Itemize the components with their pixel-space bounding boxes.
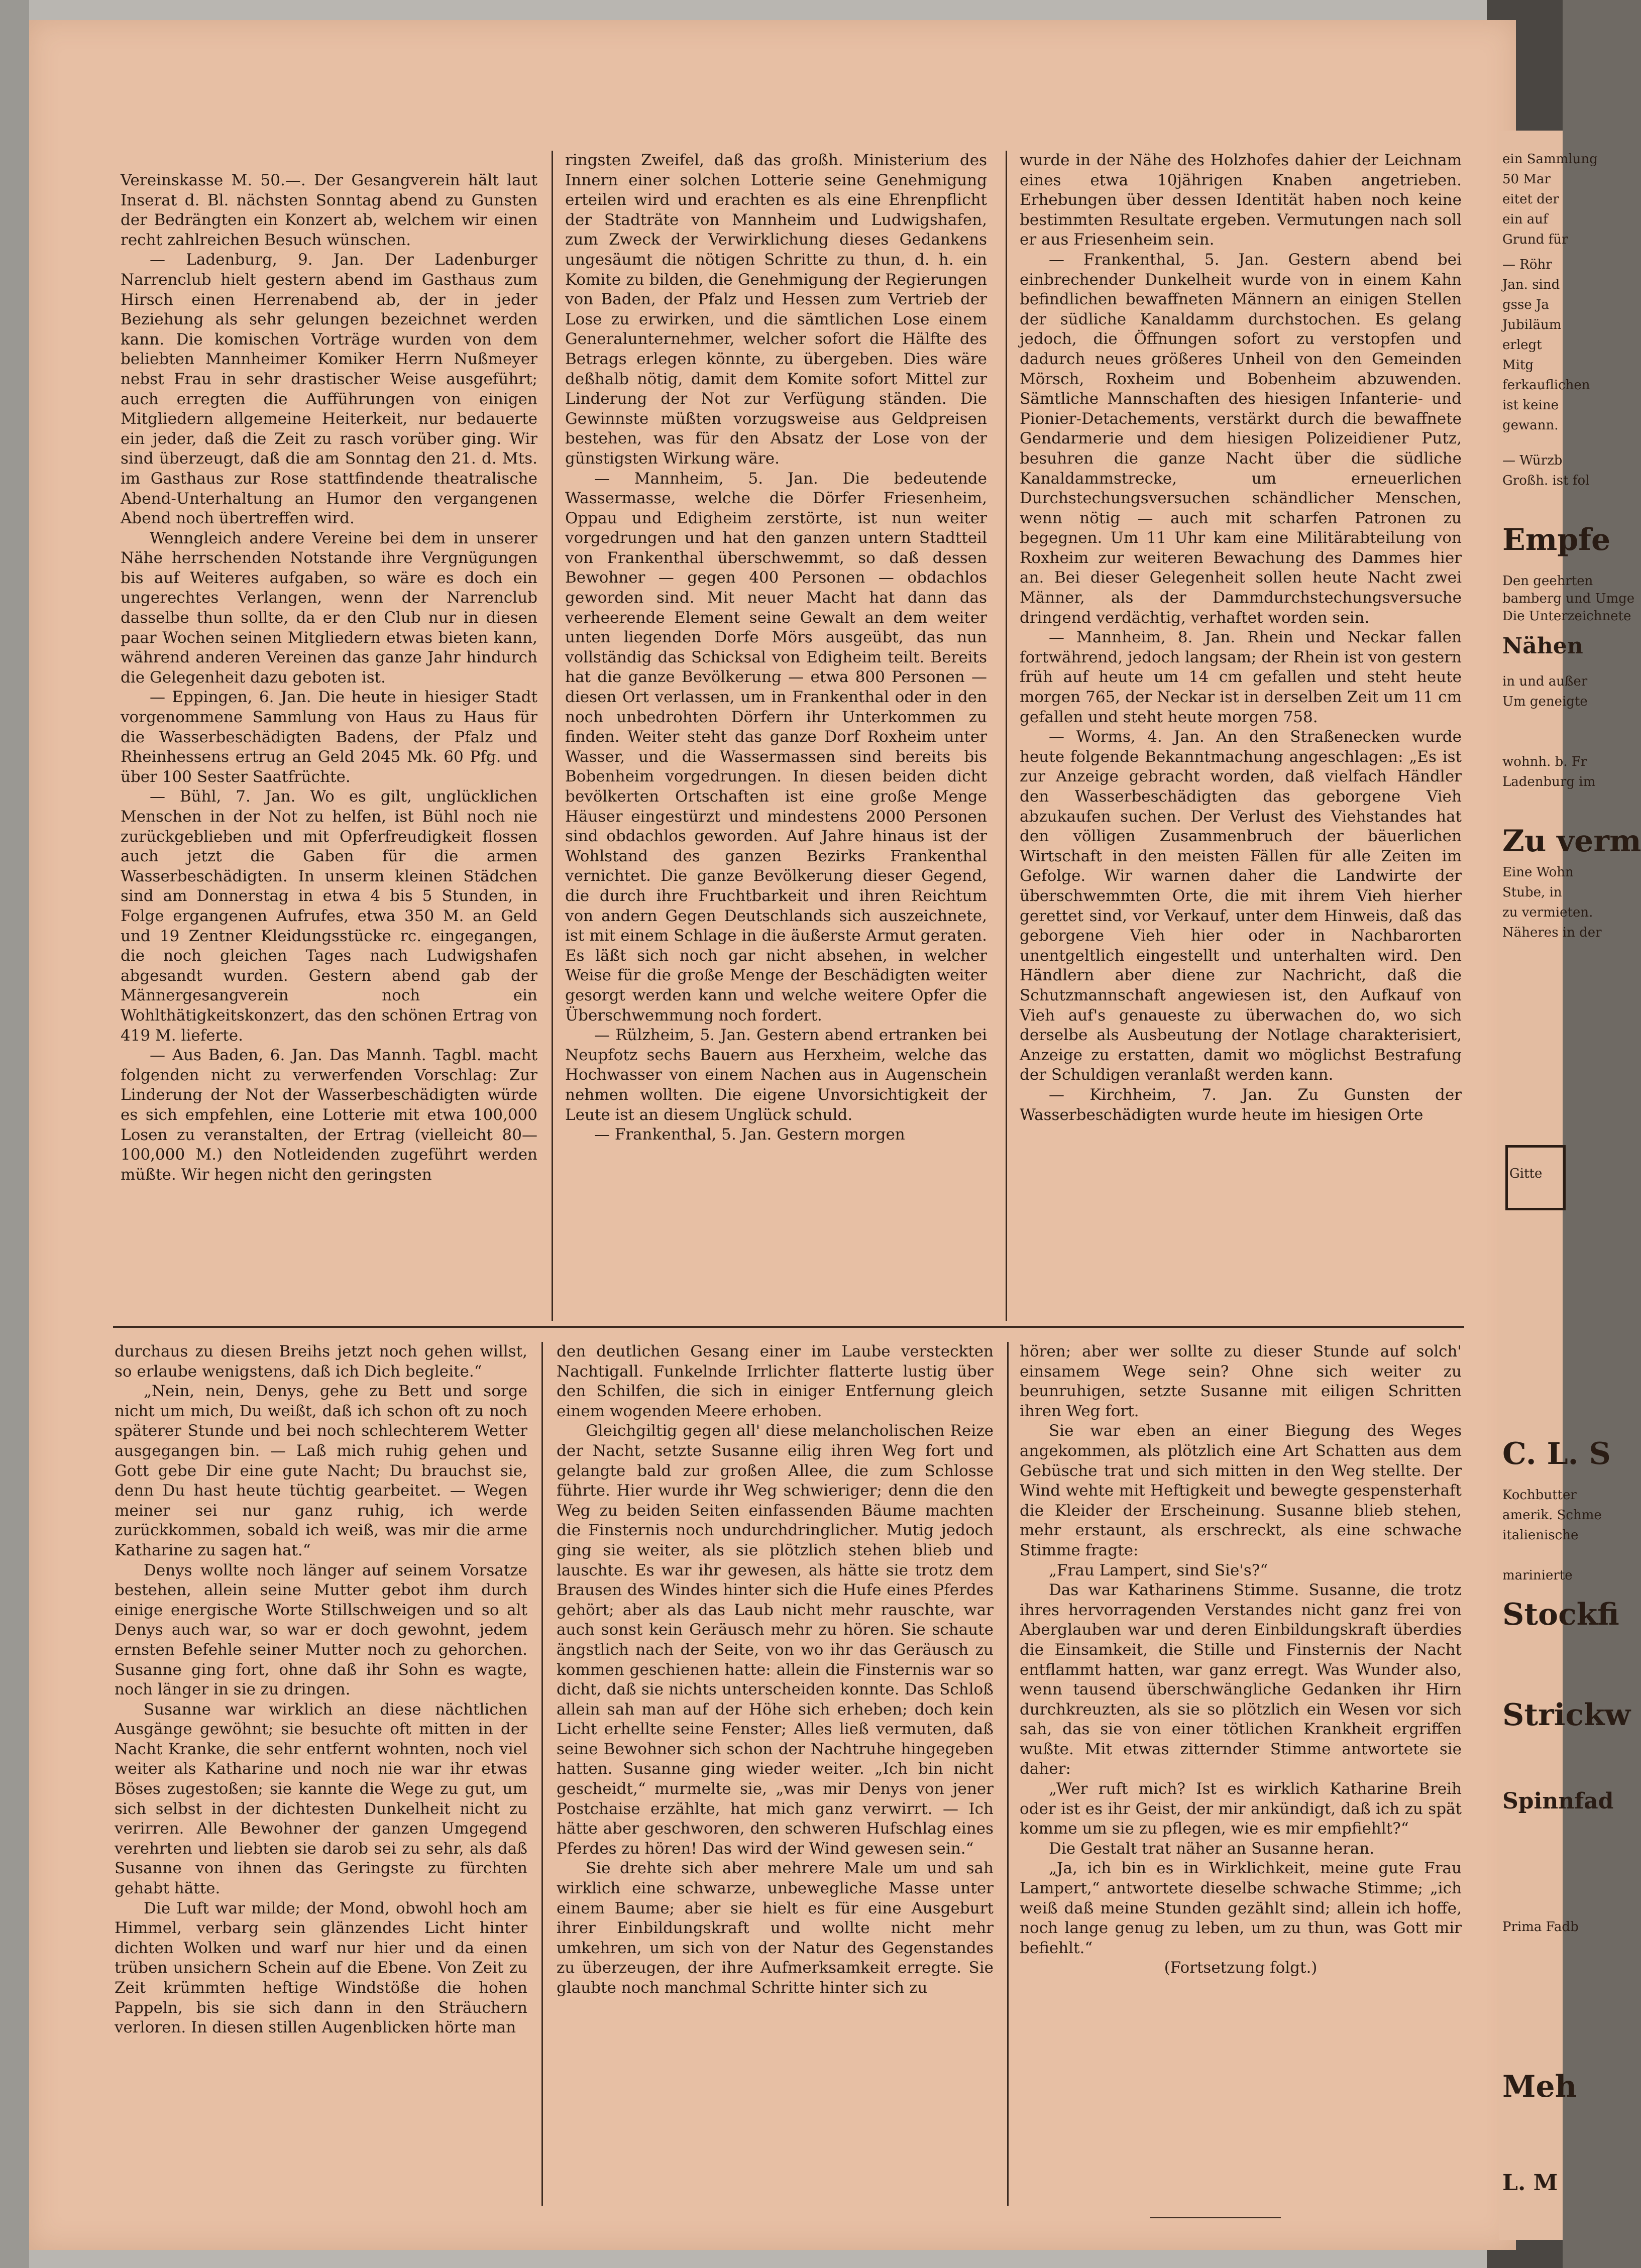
article-paragraph: Sie drehte sich aber mehrere Male um und sah wirklich eine schwarze, unbewegliche Masse unter einem Baume; aber sie hielt es für eine Ausgeburt ihrer Einbildungskraft und wollte nicht mehr umkehren, um sich von der Natur des Gegenstandes zu überzeugen, der ihre Aufmerksamkeit erregte. Sie glaubte noch manchmal Schritte hinter sich zu bbox=[557, 1859, 994, 1997]
adjacent-ad-heading: C. L. S bbox=[1502, 1436, 1611, 1471]
adjacent-text: Den geehrten bbox=[1502, 574, 1593, 589]
news-column-1 bbox=[121, 171, 537, 1321]
article-paragraph: Gleichgiltig gegen all' diese melancholischen Reize der Nacht, setzte Susanne eilig ihren Weg fort und gelangte bald zur großen Allee, die zum Schlosse führte. Hier wurde ihr Weg schwieriger; denn die den Weg zu beiden Seiten einfassenden Bäume machten die Finsternis noch undurchdringlicher. Mutig jedoch ging sie weiter, als sie plötzlich stehen blieb und lauschte. Es war ihr gewesen, als hätte sie trotz dem Brausen des Windes hinter sich die Hufe eines Pferdes gehört; aber als das Laub nicht mehr rauschte, war auch sonst kein Geräusch mehr zu hören. Sie schaute ängstlich nach der Seite, von wo ihr das Geräusch zu kommen geschienen hatte: allein die Finsternis war so dicht, daß sie nichts unterscheiden konnte. Das Schloß allein sah man auf der Höhe sich erheben; doch kein Licht erhellte seine Fenster; Alles ließ vermuten, daß seine Bewohner sich schon der Nachtruhe hingegeben hatten. Susanne ging wieder weiter. „Ich bin nicht gescheidt,“ murmelte sie, „was mir Denys von jener Postchaise erzählte, hat mich ganz verwirrt. — Ich hätte aber geschworen, den schweren Hufschlag eines Pferdes zu hören! Das wird der Wind gewesen sein.“ bbox=[557, 1422, 994, 1858]
adjacent-text: Eine Wohn bbox=[1502, 865, 1574, 880]
article-paragraph: Susanne war wirklich an diese nächtlichen Ausgänge gewöhnt; sie besuchte oft mitten in der Nacht Kranke, die sehr entfernt wohnten, noch viel weiter als Katharine und noch nie war ihr etwas Böses zugestoßen; sie kannte die Wege zu gut, um sich selbst in der dichtesten Dunkelheit nicht zu verirren. Alle Bewohner der ganzen Umgegend verehrten und liebten sie darob sei zu sehr, als daß Susanne von ihnen das Geringste zu fürchten gehabt hätte. bbox=[115, 1700, 527, 1898]
adjacent-text: Kochbutter bbox=[1502, 1488, 1577, 1503]
article-paragraph: durchaus zu diesen Breihs jetzt noch gehen willst, so erlaube wenigstens, daß ich Dich begleite.“ bbox=[115, 1342, 527, 1381]
adjacent-ad-heading: Spinnfad bbox=[1502, 1788, 1614, 1814]
adjacent-text: ist keine bbox=[1502, 398, 1559, 413]
adjacent-text: italienische bbox=[1502, 1528, 1579, 1543]
article-paragraph: hören; aber wer sollte zu dieser Stunde auf solch' einsamem Wege sein? Ohne sich weiter zu beunruhigen, setzte Susanne mit eiligen Schritten ihren Weg fort. bbox=[1020, 1342, 1462, 1420]
article-paragraph: — Mannheim, 8. Jan. Rhein und Neckar fallen fortwährend, jedoch langsam; der Rhein ist von gestern früh auf heute um 14 cm gefallen und steht heute morgen 765, der Neckar ist in derselben Zeit um 11 cm gefallen und steht heute morgen 758. bbox=[1020, 628, 1462, 726]
section-divider bbox=[113, 1326, 1464, 1328]
adjacent-text: Prima Fadb bbox=[1502, 1919, 1579, 1935]
article-paragraph: — Aus Baden, 6. Jan. Das Mannh. Tagbl. macht folgenden nicht zu verwerfenden Vorschlag: Zur Linderung der Not der Wasserbeschädigten würde es sich empfehlen, eine Lotterie mit etwa 100,000 Losen zu veranstalten, der Ertrag (vielleicht 80—100,000 M.) den Notleidenden zugeführt werden müßte. Wir hegen nicht den geringsten bbox=[121, 1046, 537, 1184]
column-rule bbox=[552, 151, 553, 1321]
article-paragraph: Denys wollte noch länger auf seinem Vorsatze bestehen, allein seine Mutter gebot ihm durch einige energische Worte Stillschweigen und so alt Denys auch war, so war er doch gewohnt, jedem ernsten Befehle seiner Mutter noch zu gehorchen. Susanne ging fort, ohne daß ihr Sohn es wagte, noch länger in sie zu dringen. bbox=[115, 1561, 527, 1699]
adjacent-text: eitet der bbox=[1502, 192, 1559, 207]
article-paragraph: den deutlichen Gesang einer im Laube versteckten Nachtigall. Funkelnde Irrlichter flatterte lustig über den Schilfen, die sich in einiger Entfernung gleich einem wogenden Meere erhoben. bbox=[557, 1342, 994, 1420]
article-paragraph: Vereinskasse M. 50.—. Der Gesangverein hält laut Inserat d. Bl. nächsten Sonntag abend zu Gunsten der Bedrängten ein Konzert ab, welchem wir einen recht zahlreichen Besuch wünschen. bbox=[121, 171, 537, 249]
adjacent-text: bamberg und Umge bbox=[1502, 591, 1635, 606]
adjacent-ad-heading: Zu verm bbox=[1502, 824, 1641, 859]
adjacent-text: Mitg bbox=[1502, 358, 1534, 373]
binding-strip bbox=[0, 0, 29, 2268]
news-column-3 bbox=[1020, 151, 1462, 1321]
article-paragraph: — Worms, 4. Jan. An den Straßenecken wurde heute folgende Bekanntmachung angeschlagen: „Es ist zur Anzeige gebracht worden, daß vielfach Händler den Wasserbeschädigten das geborgene Vieh abzukaufen suchen. Der Verlust des Viehstandes hat den völligen Zusammenbruch der bäuerlichen Wirtschaft in den meisten Fällen für alle Zeiten im Gefolge. Wir warnen daher die Landwirte der überschwemmten Orte, die mit ihrem Vieh hierher gerettet sind, vor Verkauf, unter dem Hinweis, daß das geborgene Vieh hier oder in Nachbarorten unentgeltlich eingestellt und unterhalten wird. Den Händlern aber diene zur Nachricht, daß die Schutzmannschaft angewiesen ist, den Aufkauf von Vieh auf's genaueste zu überwachen do, wo sich derselbe als Ausbeutung der Notlage charakterisiert, Anzeige zu erstatten, damit wo möglichst Bestrafung der Schuldigen veranlaßt werden kann. bbox=[1020, 728, 1462, 1084]
article-paragraph: ringsten Zweifel, daß das großh. Ministerium des Innern einer solchen Lotterie seine Genehmigung erteilen wird und erachten es als eine Ehrenpflicht der Stadträte von Mannheim und Ludwigshafen, zum Zweck der Verwirklichung dieses Gedankens ungesäumt die nötigen Schritte zu thun, d. h. ein Komite zu bilden, die Genehmigung der Regierungen von Baden, der Pfalz und Hessen zum Vertrieb der Lose zu erwirken, und die sämtlichen Lose einem Generalunternehmer, welcher sofort die Hälfte des Betrags erlegen könnte, zu übergeben. Dies wäre deßhalb nötig, damit dem Komite sofort Mittel zur Linderung der Not zur Verfügung ständen. Die Gewinnste müßten vorzugsweise aus Geldpreisen bestehen, was für den Absatz der Lose von der günstigsten Wirkung wäre. bbox=[565, 151, 987, 468]
column-rule bbox=[1006, 151, 1007, 1321]
adjacent-text: ein auf bbox=[1502, 212, 1548, 227]
adjacent-ad-heading: Meh bbox=[1502, 2069, 1577, 2104]
adjacent-page-edge bbox=[1499, 131, 1641, 2240]
adjacent-text: Ladenburg im bbox=[1502, 774, 1596, 789]
article-paragraph: — Frankenthal, 5. Jan. Gestern morgen bbox=[594, 1125, 905, 1144]
adjacent-text: Jubiläum bbox=[1502, 317, 1562, 332]
adjacent-text: wohnh. b. Fr bbox=[1502, 754, 1587, 769]
article-paragraph: „Nein, nein, Denys, gehe zu Bett und sorge nicht um mich, Du weißt, daß ich schon oft zu noch späterer Stunde und bei noch schlechterem Wetter ausgegangen bin. — Laß mich ruhig gehen und Gott gebe Dir eine gute Nacht; Du brauchst sie, denn Du hast heute tüchtig gearbeitet. — Wegen meiner sei nur ganz ruhig, ich werde zurückkommen, sobald ich weiß, was mir die arme Katharine zu sagen hat.“ bbox=[115, 1382, 527, 1559]
column-rule bbox=[541, 1342, 543, 2206]
story-end-rule bbox=[1150, 2217, 1281, 2218]
adjacent-text: Grund für bbox=[1502, 232, 1568, 247]
article-paragraph: — Kirchheim, 7. Jan. Zu Gunsten der Wasserbeschädigten wurde heute im hiesigen Orte bbox=[1020, 1085, 1462, 1124]
adjacent-ad-heading: Nähen bbox=[1502, 633, 1583, 659]
adjacent-text: Stube, in bbox=[1502, 885, 1562, 900]
article-paragraph: — Mannheim, 5. Jan. Die bedeutende Wassermasse, welche die Dörfer Friesenheim, Oppau und Edigheim zerstörte, ist nun weiter vorgedrungen und hat den ganzen untern Stadtteil von Frankenthal überschwemmt, so daß dessen Bewohner — gegen 400 Personen — obdachlos geworden sind. Mit neuer Macht hat dann das verheerende Element seine Gewalt an dem weiter unten liegenden Dorfe Mörs ausgeübt, das nun vollständig das Schicksal von Edigheim teilt. Bereits hat die ganze Bevölkerung — etwa 800 Personen — diesen Ort verlassen, um in Frankenthal oder in den noch unbedrohten Dörfern ihr Unterkommen zu finden. Weiter steht das ganze Dorf Roxheim unter Wasser, und die Wassermassen sind bereits bis Bobenheim vorgedrungen. In diesen beiden dicht bevölkerten Ortschaften ist eine große Menge Häuser eingestürzt und mindestens 2000 Personen sind obdachlos geworden. Auf Jahre hinaus ist der Wohlstand des ganzen Bezirks Frankenthal vernichtet. Die ganze Bevölkerung dieser Gegend, die durch ihre Fruchtbarkeit und ihren Reichtum von andern Gegen Deutschlands sich auszeichnete, ist mit einem Schlage in die äußerste Armut geraten. Es läßt sich noch gar nicht absehen, in welcher Weise für die große Menge der Beschädigten weiter gesorgt werden kann und welche weitere Opfer die Überschwemmung noch fordert. bbox=[565, 469, 987, 1025]
adjacent-text: Jan. sind bbox=[1502, 277, 1560, 292]
article-paragraph: — Frankenthal, 5. Jan. Gestern abend bei einbrechender Dunkelheit wurde von in einem Kahn befindlichen bewaffneten Männern an einigen Stellen der südliche Kanaldamm durchstochen. Es gelang jedoch, die Öffnungen sofort zu verstopfen und dadurch neues größeres Unheil von den Gemeinden Mörsch, Roxheim und Bobenheim abzuwenden. Sämtliche Mannschaften des hiesigen Infanterie- und Pionier-Detachements, verstärkt durch die bewaffnete Gendarmerie und dem hiesigen Polizeidiener Putz, besuhren die ganze Nacht über die südliche Kanaldammstrecke, um erneuerlichen Durchstechungsversuchen schändlicher Menschen, wenn nötig — auch mit scharfen Patronen zu begegnen. Um 11 Uhr kam eine Militärabteilung von Roxheim zur weiteren Bewachung des Dammes hier an. Bei dieser Gelegenheit sollen heute Nacht zwei Männer, als der Dammdurchstechungsversuche dringend verdächtig, verhaftet worden sein. bbox=[1020, 250, 1462, 627]
news-column-2 bbox=[565, 151, 987, 1321]
adjacent-text: Gitte bbox=[1509, 1166, 1543, 1181]
adjacent-text: ein Sammlung bbox=[1502, 152, 1598, 167]
article-paragraph: — Ladenburg, 9. Jan. Der Ladenburger Narrenclub hielt gestern abend im Gasthaus zum Hirsch einen Herrenabend ab, der in jeder Beziehung als sehr gelungen bezeichnet werden kann. Die komischen Vorträge wurden von dem beliebten Mannheimer Komiker Herrn Nußmeyer nebst Frau in sehr drastischer Weise ausgeführt; auch erregten die Aufführungen von einigen Mitgliedern allgemeine Heiterkeit, nur bedauerte ein jeder, daß die Zeit zu rasch vorüber ging. Wir sind überzeugt, daß die am Sonntag den 21. d. Mts. im Gasthaus zur Rose stattfindende theatralische Abend-Unterhaltung an Humor den vergangenen Abend noch übertreffen wird. bbox=[121, 251, 537, 528]
adjacent-text: amerik. Schme bbox=[1502, 1508, 1602, 1523]
feuilleton-column-3 bbox=[1020, 1342, 1462, 2206]
article-paragraph: „Ja, ich bin es in Wirklichkeit, meine gute Frau Lampert,“ antwortete dieselbe schwache Stimme; „ich weiß daß meine Stunden gezählt sind; allein ich hoffe, noch lange genug zu leben, um zu thun, was Gott mir befiehlt.“ bbox=[1020, 1859, 1462, 1957]
article-paragraph: — Eppingen, 6. Jan. Die heute in hiesiger Stadt vorgenommene Sammlung von Haus zu Haus für die Wasserbeschädigten Badens, der Pfalz und Rheinhessens ertrug an Geld 2045 Mk. 60 Pfg. und über 100 Sester Saatfrüchte. bbox=[121, 688, 537, 786]
adjacent-ad-heading: Empfe bbox=[1502, 522, 1611, 557]
adjacent-text: zu vermieten. bbox=[1502, 905, 1593, 920]
column-rule bbox=[1007, 1342, 1009, 2206]
article-paragraph: Sie war eben an einer Biegung des Weges angekommen, als plötzlich eine Art Schatten aus dem Gebüsche trat und sich mitten in den Weg stellte. Der Wind wehte mit Heftigkeit und bewegte gespensterhaft die Kleider der Erscheinung. Susanne blieb stehen, mehr erstaunt, als erschreckt, als eine schwache Stimme fragte: bbox=[1020, 1422, 1462, 1559]
adjacent-text: in und außer bbox=[1502, 674, 1588, 689]
adjacent-text: — Würzb bbox=[1502, 453, 1563, 468]
article-paragraph: Wenngleich andere Vereine bei dem in unserer Nähe herrschenden Notstande ihre Vergnügungen bis auf Weiteres aufgaben, so wäre es doch ein ungerechtes Verlangen, wenn der Narrenclub dasselbe thun sollte, da er den Club nur in diesen paar Wochen seinen Mitgliedern etwas bieten kann, während anderen Vereinen das ganze Jahr hindurch die Gelegenheit dazu geboten ist. bbox=[121, 529, 537, 687]
adjacent-text: Um geneigte bbox=[1502, 694, 1588, 709]
article-paragraph: — Bühl, 7. Jan. Wo es gilt, unglücklichen Menschen in der Not zu helfen, ist Bühl noch nie zurückgeblieben und mit Opferfreudigkeit flossen auch jetzt die Gaben für die armen Wasserbeschädigten. In unserm kleinen Städchen sind am Donnerstag in etwa 4 bis 5 Stunden, in Folge ergangenen Aufrufes, etwa 350 M. an Geld und 19 Zentner Kleidungsstücke rc. eingegangen, die noch gleichen Tages nach Ludwigshafen abgesandt wurden. Gestern abend gab der Männergesangverein noch ein Wohlthätigkeitskonzert, das den schönen Ertrag von 419 M. lieferte. bbox=[121, 787, 537, 1045]
adjacent-text: Die Unterzeichnete bbox=[1502, 609, 1631, 624]
adjacent-text: — Röhr bbox=[1502, 257, 1552, 272]
adjacent-text: gsse Ja bbox=[1502, 297, 1549, 312]
adjacent-ad-heading: Stockfi bbox=[1502, 1597, 1619, 1632]
article-paragraph: Die Gestalt trat näher an Susanne heran. bbox=[1049, 1839, 1375, 1858]
article-paragraph: „Wer ruft mich? Ist es wirklich Katharine Breih oder ist es ihr Geist, der mir ankündigt, daß ich zu spät komme um sie zu pflegen, wie es mir empfiehlt?“ bbox=[1020, 1780, 1462, 1838]
article-paragraph: — Rülzheim, 5. Jan. Gestern abend ertranken bei Neupfotz sechs Bauern aus Herxheim, welche das Hochwasser von einem Nachen aus in Augenschein nehmen wollten. Die eigene Unvorsichtigkeit der Leute ist an diesem Unglück schuld. bbox=[565, 1026, 987, 1124]
adjacent-text: gewann. bbox=[1502, 418, 1559, 433]
adjacent-ad-heading: L. M bbox=[1502, 2170, 1558, 2196]
adjacent-text: Näheres in der bbox=[1502, 925, 1602, 940]
article-paragraph: (Fortsetzung folgt.) bbox=[1164, 1959, 1318, 1977]
feuilleton-column-1 bbox=[115, 1342, 527, 2206]
adjacent-text: ferkauflichen bbox=[1502, 378, 1590, 393]
adjacent-text: Großh. ist fol bbox=[1502, 473, 1590, 488]
adjacent-text: marinierte bbox=[1502, 1568, 1573, 1583]
article-paragraph: „Frau Lampert, sind Sie's?“ bbox=[1049, 1561, 1268, 1579]
article-paragraph: wurde in der Nähe des Holzhofes dahier der Leichnam eines etwa 10jährigen Knaben angetrieben. Erhebungen über dessen Identität haben noch keine bestimmten Resultate ergeben. Vermutungen nach soll er aus Friesenheim sein. bbox=[1020, 151, 1462, 249]
article-paragraph: Die Luft war milde; der Mond, obwohl hoch am Himmel, verbarg sein glänzendes Licht hinter dichten Wolken und warf nur hier und da einen trüben unsichern Schein auf die Ebene. Von Zeit zu Zeit krümmten heftige Windstöße die hohen Pappeln, bis sie sich dann in den Sträuchern verloren. In diesen stillen Augenblicken hörte man bbox=[115, 1899, 527, 2037]
adjacent-ad-heading: Strickw bbox=[1502, 1697, 1631, 1733]
adjacent-text: 50 Mar bbox=[1502, 172, 1551, 187]
adjacent-text: erlegt bbox=[1502, 337, 1542, 353]
article-paragraph: Das war Katharinens Stimme. Susanne, die trotz ihres hervorragenden Verstandes nicht ganz frei von Aberglauben war und deren Einbildungskraft überdies die Einsamkeit, die Stille und Finsternis der Nacht entflammt hatten, war ganz erregt. Was Wunder also, wenn tausend überschwängliche Gedanken ihr Hirn durchkreuzten, als sie so plötzlich ein Wesen vor sich sah, das sie von einer tötlichen Krankheit ergriffen wußte. Mit etwas zitternder Stimme antwortete sie daher: bbox=[1020, 1581, 1462, 1778]
feuilleton-column-2 bbox=[557, 1342, 994, 2206]
